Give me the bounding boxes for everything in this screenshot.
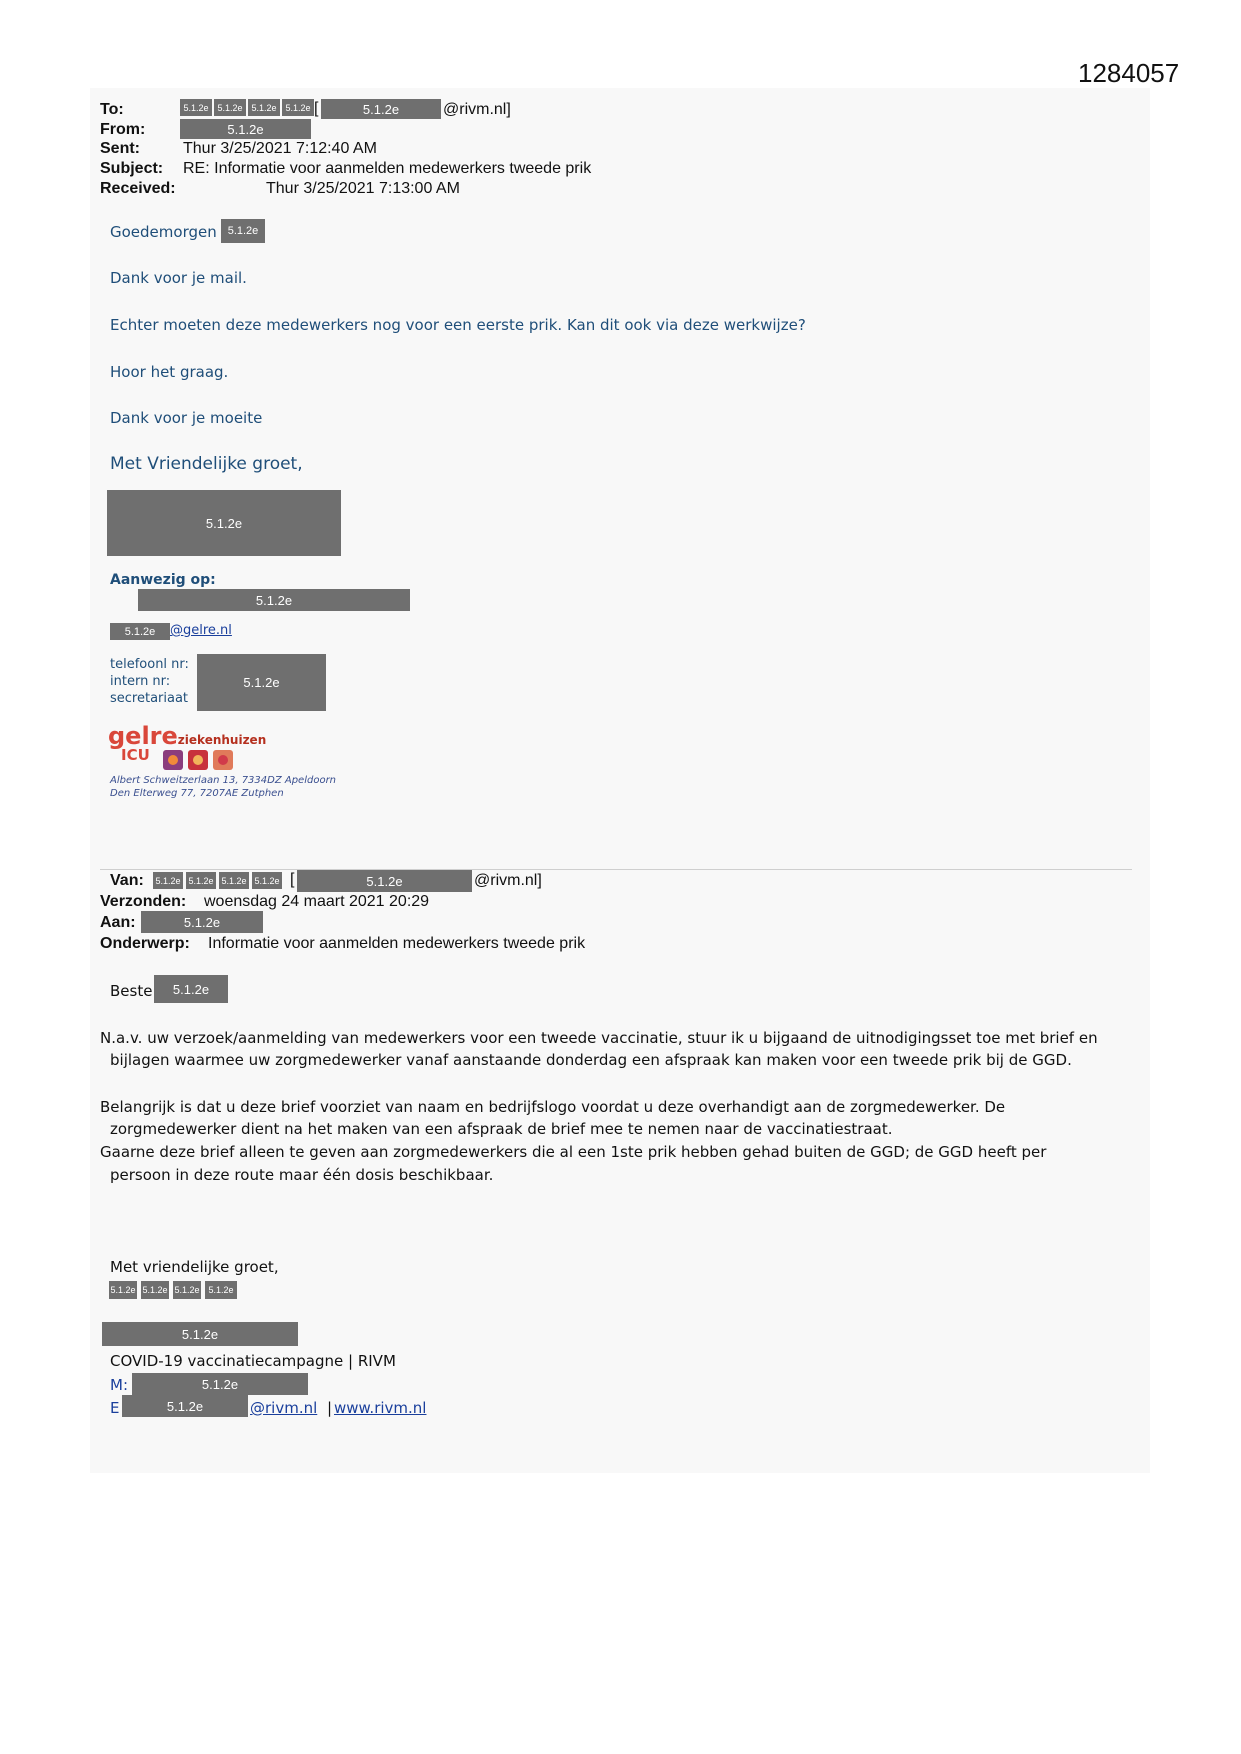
subject-label: Subject: [100,160,164,177]
redaction: 5.1.2e [321,99,441,119]
redaction: 5.1.2e [180,119,311,139]
paragraph-line: persoon in deze route maar één dosis beschikbaar. [110,1166,494,1184]
body-line: Hoor het graag. [110,363,229,381]
separator: | [327,1399,333,1417]
redaction: 5.1.2e [107,490,341,556]
sent-value: Thur 3/25/2021 7:12:40 AM [183,140,377,157]
logo-sub: ziekenhuizen [177,733,267,747]
van-label: Van: [110,872,144,889]
logo-tile-icon [163,750,183,770]
tel-label: telefoonl nr: [110,657,189,672]
logo-tile-icon [213,750,233,770]
redaction: 5.1.2e [248,99,280,116]
onderwerp-label: Onderwerp: [100,935,190,952]
redaction: 5.1.2e [132,1373,308,1395]
paragraph-line: zorgmedewerker dient na het maken van een afspraak de brief mee te nemen naar de vaccinatiestraat. [110,1120,893,1138]
intern-label: intern nr: [110,674,171,689]
logo-icu: ICU [121,746,150,764]
redaction: 5.1.2e [180,99,212,116]
beste: Beste [110,982,153,1000]
paragraph-line: bijlagen waarmee uw zorgmedewerker vanaf aanstaande donderdag een afspraak kan maken voor een tweede prik bij de GGD. [110,1051,1072,1069]
closing: Met vriendelijke groet, [110,1258,279,1276]
redaction: 5.1.2e [109,1281,137,1299]
redaction: 5.1.2e [205,1281,237,1299]
to-bracket: [ [314,100,319,117]
e-label: E [110,1399,120,1417]
redaction: 5.1.2e [141,1281,169,1299]
body-line: Dank voor je mail. [110,269,247,287]
redaction: 5.1.2e [197,654,326,711]
redaction: 5.1.2e [214,99,246,116]
redaction: 5.1.2e [186,872,216,889]
paragraph-line: Gaarne deze brief alleen te geven aan zorgmedewerkers die al een 1ste prik hebben gehad buiten de GGD; de GGD heeft per [100,1143,1047,1161]
received-value: Thur 3/25/2021 7:13:00 AM [266,180,460,197]
document-id: 1284057 [1078,58,1180,88]
paragraph-line: N.a.v. uw verzoek/aanmelding van medewerkers voor een tweede vaccinatie, stuur ik u bijgaand de uitnodigingsset toe met brief en [100,1029,1098,1047]
redaction: 5.1.2e [221,219,265,243]
redaction: 5.1.2e [297,870,472,892]
redaction: 5.1.2e [252,872,282,889]
greeting: Goedemorgen [110,223,217,241]
redaction: 5.1.2e [219,872,249,889]
sent-label: Sent: [100,140,140,157]
body-line: Dank voor je moeite [110,409,263,427]
rivm-website-link[interactable]: www.rivm.nl [334,1399,427,1417]
redaction: 5.1.2e [282,99,314,116]
address-line: Den Elterweg 77, 7207AE Zutphen [110,788,284,799]
redaction: 5.1.2e [141,911,263,933]
redaction: 5.1.2e [122,1395,248,1417]
logo-tile-icon [188,750,208,770]
gelre-email-link[interactable]: @gelre.nl [170,623,232,638]
address-line: Albert Schweitzerlaan 13, 7334DZ Apeldoorn [110,775,337,786]
redaction: 5.1.2e [138,589,410,611]
verzonden-label: Verzonden: [100,893,187,910]
paragraph-line: Belangrijk is dat u deze brief voorziet van naam en bedrijfslogo voordat u deze overhandigt aan de zorgmedewerker. De [100,1098,1006,1116]
redaction: 5.1.2e [153,872,183,889]
aanwezig-label: Aanwezig op: [110,572,216,588]
from-label: From: [100,121,146,138]
logo-main: gelre [108,722,178,750]
van-email-suffix: @rivm.nl] [474,872,542,889]
aan-label: Aan: [100,914,136,931]
secretariaat-label: secretariaat [110,691,189,706]
onderwerp-value: Informatie voor aanmelden medewerkers tweede prik [208,935,586,952]
redaction: 5.1.2e [102,1322,298,1346]
to-label: To: [100,101,124,118]
rivm-email-link[interactable]: @rivm.nl [250,1399,318,1417]
to-email-suffix: @rivm.nl] [443,101,511,118]
closing: Met Vriendelijke groet, [110,454,303,474]
redaction: 5.1.2e [110,623,170,640]
subject-value: RE: Informatie voor aanmelden medewerkers tweede prik [183,160,592,177]
received-label: Received: [100,180,176,197]
van-bracket: [ [290,871,295,888]
redaction: 5.1.2e [154,975,228,1003]
redaction: 5.1.2e [173,1281,201,1299]
verzonden-value: woensdag 24 maart 2021 20:29 [204,893,430,910]
divider [100,869,1132,870]
body-line: Echter moeten deze medewerkers nog voor een eerste prik. Kan dit ook via deze werkwijze? [110,316,806,334]
m-label: M: [110,1376,128,1394]
campaign-line: COVID-19 vaccinatiecampagne | RIVM [110,1352,396,1370]
